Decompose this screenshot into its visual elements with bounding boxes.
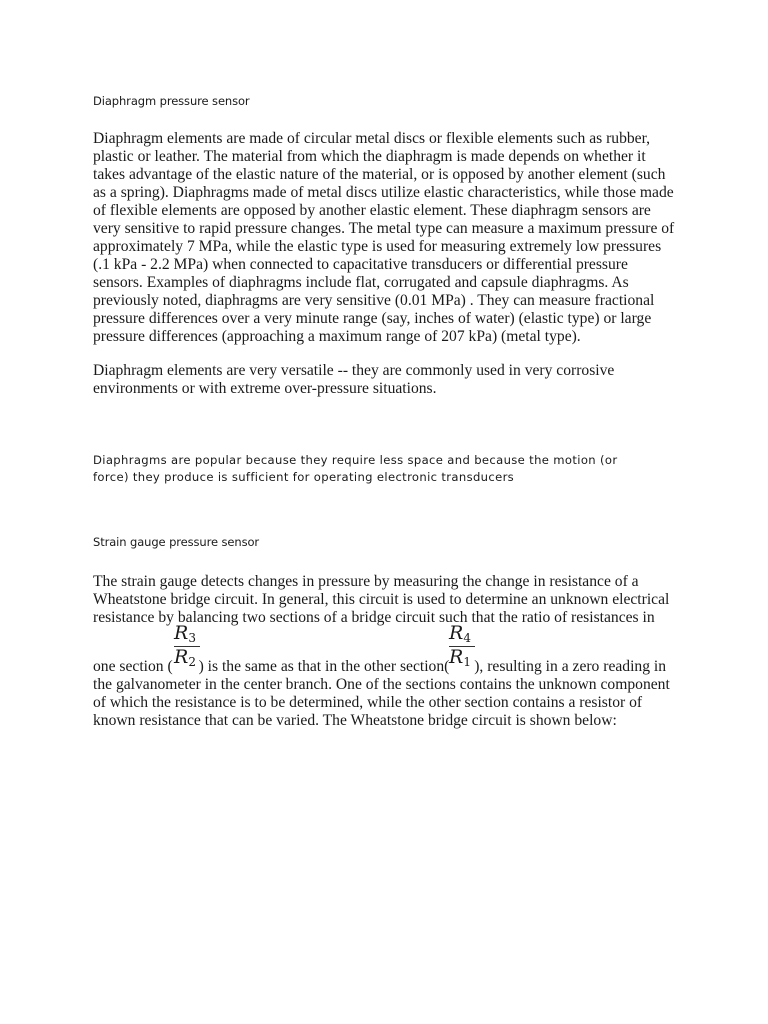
text-line: known resistance that can be varied. The Wheatstone bridge circuit is shown below:: [93, 712, 617, 729]
text-line: approximately 7 MPa, while the elastic type is used for measuring extremely low pressures: [93, 238, 662, 255]
symbol: R: [174, 646, 189, 668]
text-line: (.1 kPa - 2.2 MPa) when connected to capacitative transducers or differential pressure: [93, 256, 628, 273]
text-line: very sensitive to rapid pressure changes. The metal type can measure a maximum pressure of: [93, 220, 675, 237]
text-line: resistance by balancing two sections of a bridge circuit such that the ratio of resistances in: [93, 609, 655, 626]
fraction-numerator: [449, 622, 471, 645]
formula-text-1: one section (: [93, 658, 173, 675]
text-line: The strain gauge detects changes in pressure by measuring the change in resistance of a: [93, 573, 639, 590]
text-line: the galvanometer in the center branch. One of the sections contains the unknown component: [93, 676, 670, 693]
text-line: Diaphragms are popular because they require less space and because the motion (or: [93, 453, 618, 467]
text-line: takes advantage of the elastic nature of the material, or is opposed by another element (such: [93, 166, 666, 183]
subscript: 4: [463, 631, 471, 645]
strain-gauge-paragraph-end: [93, 676, 673, 730]
text-line: pressure differences (approaching a maximum range of 207 kPa) (metal type).: [93, 328, 581, 345]
diaphragm-paragraph-2: [93, 362, 673, 398]
text-line: of which the resistance is to be determined, while the other section contains a resistor of: [93, 694, 643, 711]
diaphragm-note: [93, 452, 673, 486]
formula-line: [93, 658, 673, 676]
section-heading-diaphragm: Diaphragm pressure sensor: [93, 94, 250, 108]
formula-text-2: ) is the same as that in the other section(: [194, 658, 450, 675]
symbol: R: [449, 622, 464, 644]
subscript: 3: [188, 631, 196, 645]
text-line: pressure differences over a very minute range (say, inches of water) (elastic type) or large: [93, 310, 652, 327]
section-heading-strain-gauge: Strain gauge pressure sensor: [93, 535, 260, 549]
symbol: R: [449, 646, 464, 668]
fraction-numerator: [174, 622, 196, 645]
text-line: as a spring). Diaphragms made of metal discs utilize elastic characteristics, while those made: [93, 184, 674, 201]
text-line: plastic or leather. The material from which the diaphragm is made depends on whether it: [93, 148, 646, 165]
subscript: 1: [463, 655, 471, 669]
formula-text-3: ), resulting in a zero reading in: [470, 658, 667, 675]
text-line: Wheatstone bridge circuit. In general, this circuit is used to determine an unknown electrical: [93, 591, 670, 608]
diaphragm-paragraph-1: [93, 130, 673, 346]
text-line: sensors. Examples of diaphragms include flat, corrugated and capsule diaphragms. As: [93, 274, 629, 291]
strain-gauge-paragraph-start: [93, 573, 673, 627]
symbol: R: [174, 622, 189, 644]
text-line: Diaphragm elements are made of circular metal discs or flexible elements such as rubber,: [93, 130, 651, 147]
formula-line-text: [93, 658, 673, 676]
text-line: force) they produce is sufficient for operating electronic transducers: [93, 470, 515, 484]
text-line: Diaphragm elements are very versatile -- they are commonly used in very corrosive: [93, 362, 615, 379]
text-line: of flexible elements are opposed by another elastic element. These diaphragm sensors are: [93, 202, 651, 219]
text-line: previously noted, diaphragms are very sensitive (0.01 MPa) . They can measure fractional: [93, 292, 655, 309]
subscript: 2: [188, 655, 196, 669]
text-line: environments or with extreme over-pressure situations.: [93, 380, 437, 397]
